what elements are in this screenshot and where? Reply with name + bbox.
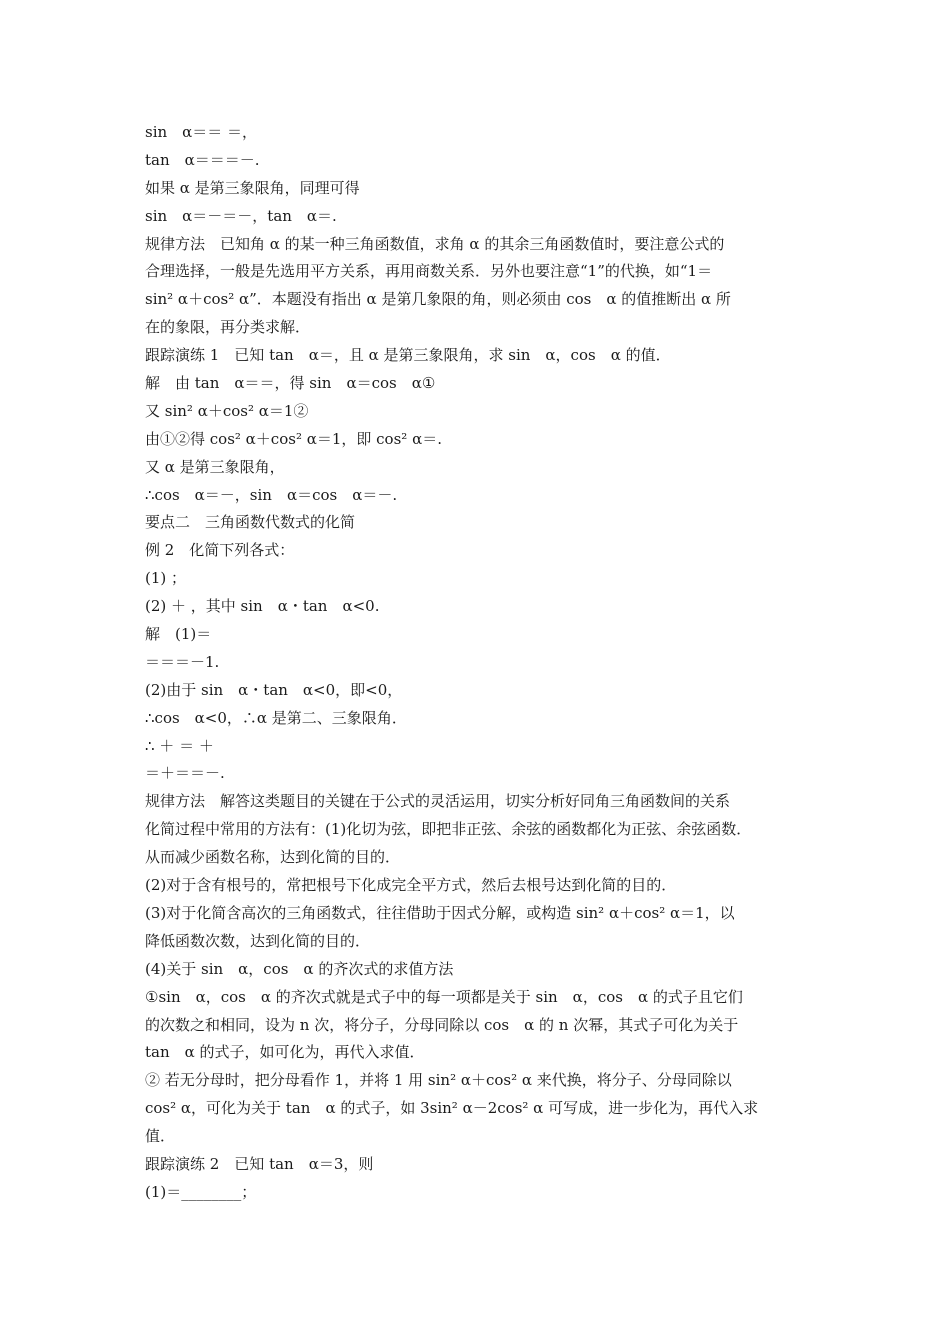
solution-line: 由①②得 cos² α＋cos² α＝1，即 cos² α＝. [145,429,442,448]
section-heading: 要点二 三角函数代数式的化简 [145,513,356,532]
solution-line: (2)由于 sin α・tan α<0，即<0， [145,680,403,699]
method-paragraph-line: 值． [145,1127,176,1146]
solution-line: 解 (1)＝ [145,625,212,644]
example-heading: 例 2 化简下列各式： [145,541,295,560]
method-paragraph-line: (4)关于 sin α，cos α 的齐次式的求值方法 [145,959,454,978]
solution-line: 又 sin² α＋cos² α＝1② [145,401,309,420]
solution-line: ∴cos α<0，∴α 是第二、三象限角． [145,708,407,727]
method-paragraph-line: 化简过程中常用的方法有：(1)化切为弦，即把非正弦、余弦的函数都化为正弦、余弦函数． [145,820,752,839]
solution-line: ＝＝＝－1. [145,652,220,671]
solution-line: ＝＋＝＝－. [145,764,225,783]
method-paragraph-line: ② 若无分母时，把分母看作 1，并将 1 用 sin² α＋cos² α 来代换，将分子、分母同除以 [145,1071,732,1090]
method-paragraph-line: 从而减少函数名称，达到化简的目的． [145,848,401,867]
solution-line: 解 由 tan α＝＝，得 sin α＝cos α① [145,374,436,393]
method-paragraph-line: 规律方法 解答这类题目的关键在于公式的灵活运用，切实分析好同角三角函数间的关系 [145,792,731,811]
text-line: sin α＝＝ ＝， [145,123,258,141]
solution-line: ∴ ＋ ＝ ＋ [145,736,214,755]
exercise-heading: 跟踪演练 1 已知 tan α＝，且 α 是第三象限角，求 sin α，cos α 的值． [145,346,671,365]
document-body [145,119,813,1207]
method-paragraph-line: cos² α，可化为关于 tan α 的式子，如 3sin² α－2cos² α 可写成，进一步化为，再代入求 [145,1099,759,1118]
text-line: tan α＝＝＝－. [145,150,260,169]
method-paragraph-line: 在的象限，再分类求解． [145,318,311,337]
method-paragraph-line: sin² α＋cos² α”．本题没有指出 α 是第几象限的角，则必须由 cos α 的值推断出 α 所 [145,290,731,309]
method-paragraph-line: (3)对于化简含高次的三角函数式，往往借助于因式分解，或构造 sin² α＋cos² α＝1，以 [145,903,735,922]
method-paragraph-line: 降低函数次数，达到化简的目的． [145,931,371,950]
solution-line: ∴cos α＝－，sin α＝cos α＝－. [145,485,398,504]
example-item: (2) ＋ ，其中 sin α・tan α<0. [145,597,380,616]
method-paragraph-line: 的次数之和相同，设为 n 次，将分子，分母同除以 cos α 的 n 次幂，其式子可化为关于 [145,1015,739,1034]
method-paragraph-line: tan α 的式子，如可化为，再代入求值． [145,1043,425,1062]
exercise-heading: 跟踪演练 2 已知 tan α＝3，则 [145,1154,374,1173]
method-paragraph-line: 合理选择，一般是先选用平方关系，再用商数关系．另外也要注意“1”的代换，如“1＝ [145,262,713,281]
text-line: 如果 α 是第三象限角，同理可得 [145,178,360,197]
solution-line: 又 α 是第三象限角， [145,457,285,476]
text-line: sin α＝－＝－，tan α＝. [145,206,337,225]
method-paragraph-line: 规律方法 已知角 α 的某一种三角函数值，求角 α 的其余三角函数值时，要注意公式的 [145,234,725,253]
method-paragraph-line: ①sin α，cos α 的齐次式就是式子中的每一项都是关于 sin α，cos α 的式子且它们 [145,987,743,1006]
exercise-item: (1)＝________； [145,1182,257,1201]
method-paragraph-line: (2)对于含有根号的，常把根号下化成完全平方式，然后去根号达到化简的目的． [145,876,677,895]
example-item: (1) ； [145,569,187,588]
